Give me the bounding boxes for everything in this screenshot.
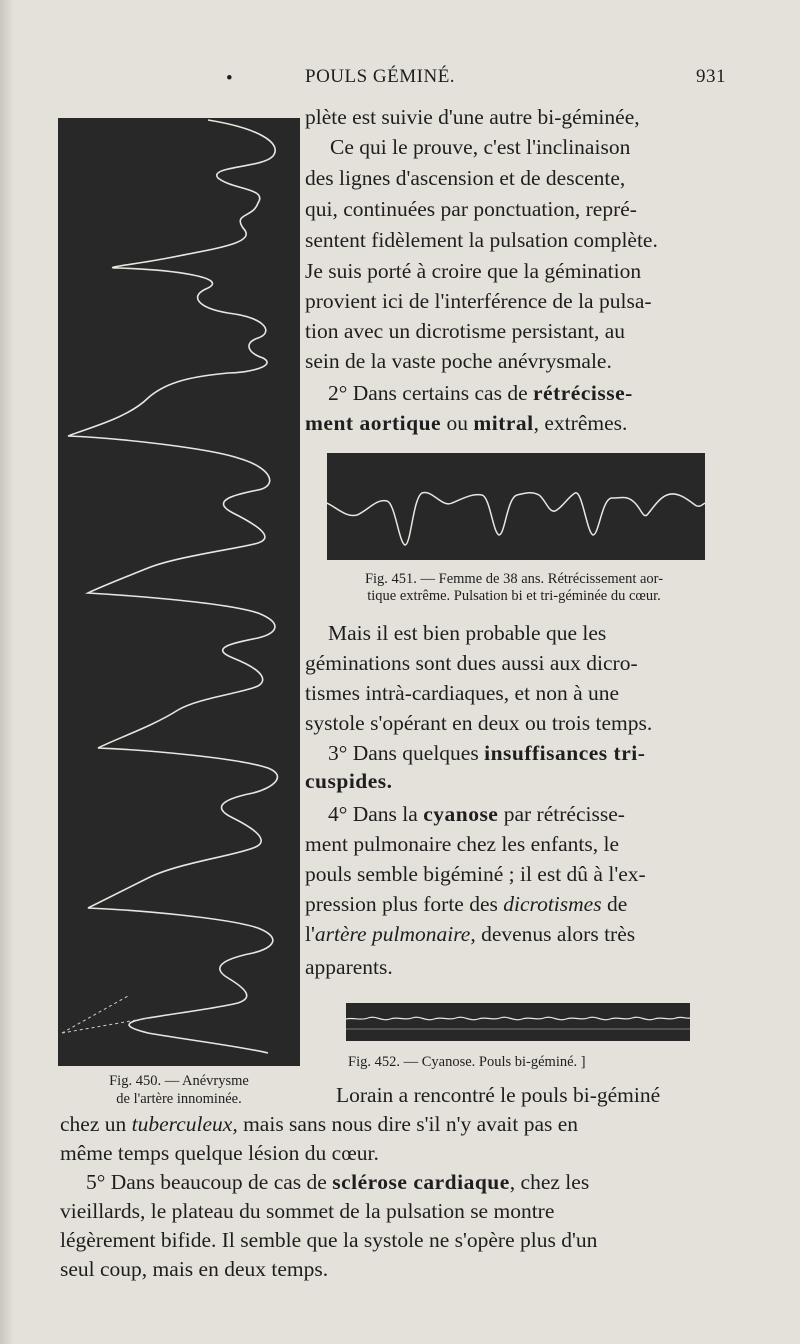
text-line: pouls semble bigéminé ; il est dû à l'ex- xyxy=(305,862,646,886)
text-line: plète est suivie d'une autre bi-géminée, xyxy=(305,105,640,129)
text-span: pression plus forte des xyxy=(305,892,504,916)
text-span: l' xyxy=(305,922,315,946)
text-line xyxy=(60,1109,578,1139)
italic-term: dicrotismes xyxy=(503,892,602,916)
bold-term-mitral: mitral xyxy=(473,411,534,435)
bold-term-aortique: ment aortique xyxy=(305,411,442,435)
text-line xyxy=(328,378,633,408)
figure-451-pulse-tracing xyxy=(327,453,705,560)
text-line: Mais il est bien probable que les xyxy=(328,621,607,645)
figure-452-caption: Fig. 452. — Cyanose. Pouls bi-géminé. ] xyxy=(348,1054,586,1070)
figure-450-trace-svg xyxy=(58,118,300,1066)
header-dot: • xyxy=(226,68,234,89)
text-span: chez un xyxy=(60,1112,132,1136)
page-number: 931 xyxy=(696,66,726,87)
page-gutter-shadow xyxy=(0,0,14,1344)
figure-452-trace-svg xyxy=(346,1003,690,1041)
text-line: sein de la vaste poche anévrysmale. xyxy=(305,349,612,373)
text-line xyxy=(86,1167,589,1197)
bold-term-insuffisances: insuffisances tri- xyxy=(484,741,646,765)
text-line: ment pulmonaire chez les enfants, le xyxy=(305,832,620,856)
text-line: géminations sont dues aussi aux dicro- xyxy=(305,651,638,675)
text-line xyxy=(305,766,393,796)
text-line: vieillards, le plateau du sommet de la pulsation se montre xyxy=(60,1199,555,1223)
text-line: tion avec un dicrotisme persistant, au xyxy=(305,319,626,343)
text-line: tismes intrà-cardiaques, et non à une xyxy=(305,681,620,705)
text-line: apparents. xyxy=(305,955,393,979)
text-span: , extrêmes. xyxy=(533,411,628,435)
text-span: 2° Dans certains cas de xyxy=(328,381,534,405)
text-span: , chez les xyxy=(509,1170,590,1194)
figure-450-caption-line1: Fig. 450. — Anévrysme xyxy=(109,1073,249,1089)
text-line: des lignes d'ascension et de descente, xyxy=(305,166,626,190)
text-line xyxy=(328,799,625,829)
text-span: , devenus alors très xyxy=(470,922,636,946)
text-span: 5° Dans beaucoup de cas de xyxy=(86,1170,333,1194)
text-line: même temps quelque lésion du cœur. xyxy=(60,1141,379,1165)
italic-term: artère pulmonaire xyxy=(314,922,471,946)
figure-450-caption-line2: de l'artère innominée. xyxy=(116,1091,242,1107)
text-line xyxy=(328,738,645,768)
text-line: sentent fidèlement la pulsation complète. xyxy=(305,228,658,252)
text-line: Lorain a rencontré le pouls bi-géminé xyxy=(336,1083,661,1107)
figure-451-trace-svg xyxy=(327,453,705,560)
italic-term: tuberculeux, xyxy=(131,1112,238,1136)
running-head: POULS GÉMINÉ. xyxy=(305,66,456,87)
bold-term-cuspides: cuspides. xyxy=(305,769,393,793)
bold-term-cyanose: cyanose xyxy=(423,802,499,826)
bold-term-retrecissement: rétrécisse- xyxy=(533,381,633,405)
bold-term-sclerose: sclérose cardiaque xyxy=(332,1170,510,1194)
text-span: de xyxy=(601,892,628,916)
text-span: 3° Dans quelques xyxy=(328,741,485,765)
text-span: 4° Dans la xyxy=(328,802,424,826)
text-span: mais sans nous dire s'il n'y avait pas en xyxy=(237,1112,579,1136)
text-line xyxy=(305,919,635,949)
text-line: seul coup, mais en deux temps. xyxy=(60,1257,329,1281)
text-line: provient ici de l'interférence de la pulsa- xyxy=(305,289,652,313)
figure-452-pulse-tracing xyxy=(346,1003,690,1041)
text-span: ou xyxy=(441,411,474,435)
figure-451-caption-line2: tique extrême. Pulsation bi et tri-géminée du cœur. xyxy=(367,588,661,604)
figure-451-caption-line1: Fig. 451. — Femme de 38 ans. Rétrécissement aor- xyxy=(364,571,664,587)
text-line xyxy=(305,889,627,919)
text-line: qui, continuées par ponctuation, repré- xyxy=(305,197,637,221)
text-line xyxy=(305,408,627,438)
figure-450-aneurysm-tracing xyxy=(58,118,300,1066)
text-span: par rétrécisse- xyxy=(498,802,625,826)
text-line: Je suis porté à croire que la gémination xyxy=(305,259,642,283)
text-line: Ce qui le prouve, c'est l'inclinaison xyxy=(330,135,631,159)
text-line: légèrement bifide. Il semble que la systole ne s'opère plus d'un xyxy=(60,1228,598,1252)
text-line: systole s'opérant en deux ou trois temps. xyxy=(305,711,653,735)
